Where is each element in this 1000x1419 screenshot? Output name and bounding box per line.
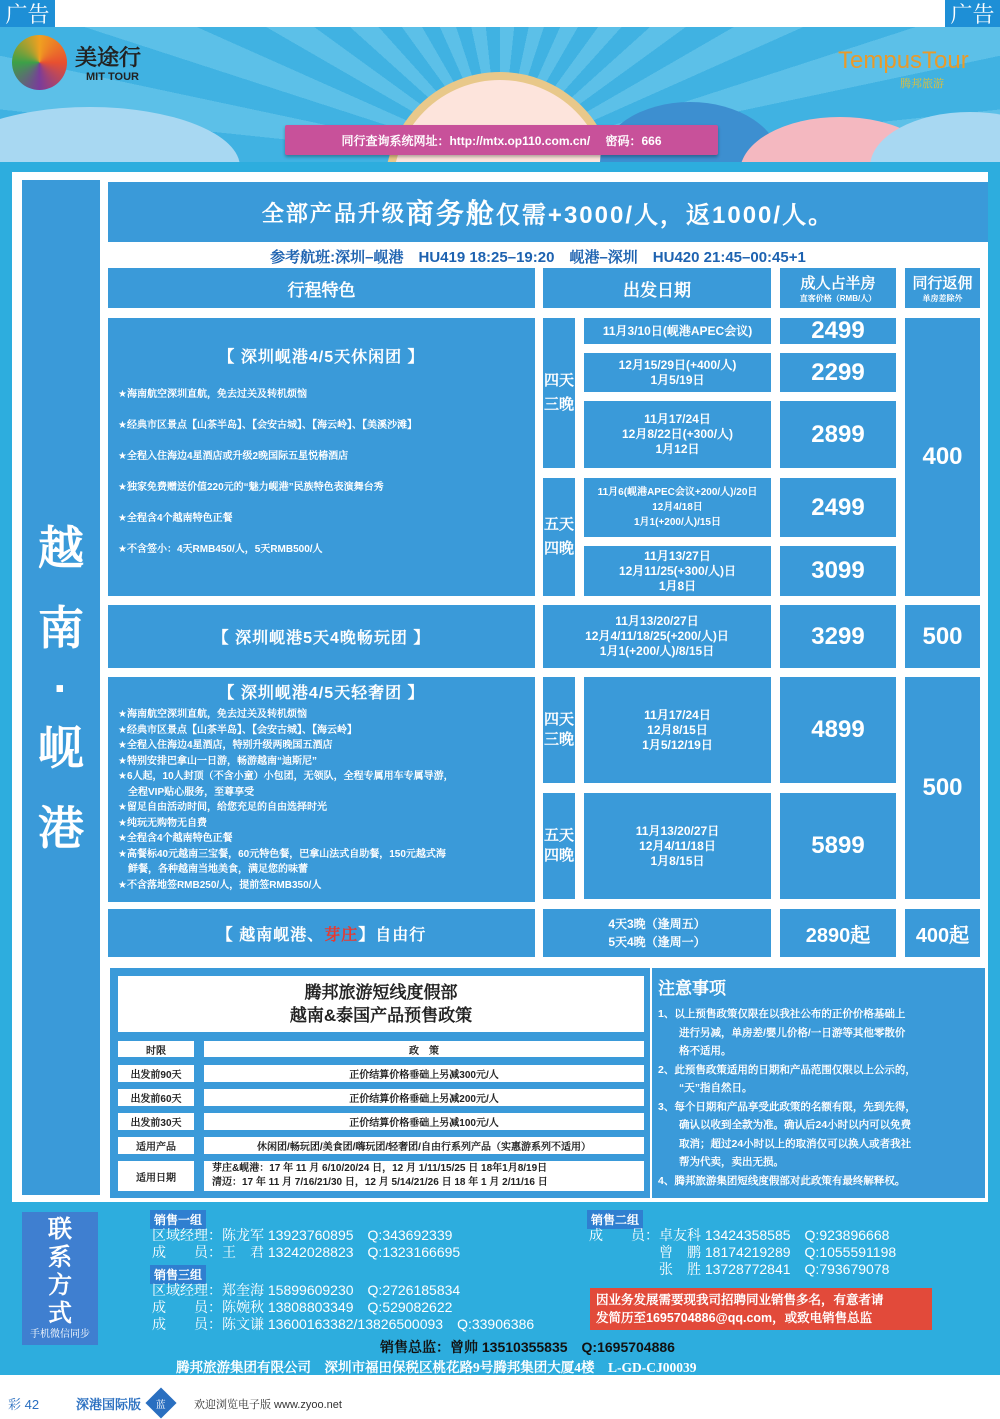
date-line: 12月8/22日(+300/人) xyxy=(621,427,734,441)
note-line: 1、以上预售政策仅限在以我社公布的正价价格基础上 xyxy=(658,1008,906,1020)
contact-char: 联 xyxy=(48,1215,72,1243)
policy-period-cell: 出发前90天 xyxy=(118,1065,194,1082)
date-line: 11月3/10日(岘港APEC会议) xyxy=(602,323,753,338)
leisure-price-cell: 2899 xyxy=(780,401,896,468)
policy-title xyxy=(118,976,644,1032)
feature-item: ★全程含4个越南特色正餐 xyxy=(118,833,233,844)
policy-rule-cell: 休闲团/畅玩团/美食团/嗨玩团/轻奢团/自由行系列产品（实惠游系列不适用） xyxy=(204,1137,644,1154)
feature-item: ★海南航空深圳直航，免去过关及转机烦恼 xyxy=(118,709,307,720)
luxury-tour-title: 【 深圳岘港4/5天轻奢团 】 xyxy=(218,685,425,702)
date-line: 12月15/29日(+400/人) xyxy=(618,357,737,372)
luxury-date-cell xyxy=(584,793,771,899)
luxury-tour-itinerary xyxy=(108,677,535,902)
fun-tour-dates xyxy=(543,605,771,668)
leisure-date-cell xyxy=(584,546,771,596)
group3-label: 销售三组 xyxy=(150,1265,206,1284)
policy-date-label: 适用日期 xyxy=(118,1161,194,1191)
note-line: 进行另减，单房差/婴儿价格/一日游等其他零散价 xyxy=(658,1026,906,1039)
date-line: 1月12日 xyxy=(655,442,700,456)
leisure-tour-title: 【 深圳岘港4/5天休闲团 】 xyxy=(218,349,425,366)
recruit-line: 因业务发展需要现我司招聘同业销售多名，有意者请 xyxy=(596,1293,884,1307)
date-line: 11月6(岘港APEC会议+200/人)/20日 xyxy=(597,487,758,498)
leisure-price-cell: 3099 xyxy=(780,546,896,596)
contact-label xyxy=(22,1212,98,1345)
edition-name: 深港国际版 xyxy=(76,1397,142,1412)
headline-highlight: 商务舱 xyxy=(405,198,496,229)
contact-line: 成 员：陈婉秋 13808803349 Q:529082622 xyxy=(152,1299,453,1315)
leisure-price-cell: 2499 xyxy=(780,478,896,537)
title-char: 越 xyxy=(38,521,84,574)
destination-vertical-title xyxy=(22,180,100,1195)
header-itinerary: 行程特色 xyxy=(108,268,535,308)
free-title-post: 】自由行 xyxy=(358,926,427,944)
leisure-date-cell xyxy=(584,353,771,392)
date-line: 11月13/20/27日 xyxy=(615,614,699,628)
notes-panel xyxy=(652,968,985,1198)
group2-label: 销售二组 xyxy=(587,1210,643,1229)
contact-line: 区域经理：郑奎海 15899609230 Q:2726185834 xyxy=(152,1282,461,1298)
free-title-pre: 【 越南岘港、 xyxy=(216,926,325,944)
leisure-date-cell xyxy=(584,401,771,468)
contact-char: 系 xyxy=(48,1243,72,1271)
contact-char: 式 xyxy=(48,1299,72,1327)
policy-head-period: 时限 xyxy=(118,1041,194,1057)
header-dates: 出发日期 xyxy=(543,268,771,308)
date-line: 12月8/15日 xyxy=(647,722,708,737)
note-line: 3、每个日期和产品享受此政策的名额有限，先到先得， xyxy=(658,1100,916,1113)
feature-item: ★经典市区景点【山茶半岛】、【会安古城】、【海云岭】、【美溪沙滩】 xyxy=(118,420,417,431)
luxury-rebate: 500 xyxy=(905,677,980,899)
mit-tour-logo-en: MIT TOUR xyxy=(86,71,139,83)
group3-contacts xyxy=(152,1282,534,1333)
contact-sub: 手机微信同步 xyxy=(30,1328,90,1340)
date-line: 11月13/20/27日 xyxy=(635,823,720,838)
contact-line: 曾 鹏 18174219289 Q:1055591198 xyxy=(589,1244,897,1260)
feature-item: ★6人起，10人封顶（不含小童）小包团，无领队，全程专属用车专属导游， xyxy=(118,771,454,782)
headline-pre: 全部产品升级 xyxy=(261,200,406,226)
policy-period-cell: 适用产品 xyxy=(118,1137,194,1154)
ad-tag-left: 广告 xyxy=(0,0,55,27)
feature-item: ★高餐标40元越南三宝餐，60元特色餐，巴拿山法式自助餐，150元越式海 xyxy=(118,848,446,860)
policy-title-line2: 越南&泰国产品预售政策 xyxy=(289,1006,473,1025)
leisure-rebate: 400 xyxy=(905,318,980,596)
recruitment-notice xyxy=(590,1288,932,1330)
date-line: 11月13/27日 xyxy=(644,548,711,563)
date-line: 1月1(+200/人)/15日 xyxy=(634,517,721,528)
date-line: 12月4/11/18/25(+200/人)日 xyxy=(585,629,729,643)
leisure-tour-itinerary xyxy=(108,318,535,596)
policy-period-cell: 出发前60天 xyxy=(118,1089,194,1106)
free-travel-rebate: 400起 xyxy=(905,909,980,957)
feature-item: ★特别安排巴拿山一日游，畅游越南“迪斯尼” xyxy=(118,755,317,767)
leisure-date-cell xyxy=(584,478,771,537)
group1-contacts xyxy=(152,1227,460,1261)
title-char: 港 xyxy=(38,801,84,854)
feature-item: ★不含落地签RMB250/人，提前签RMB350/人 xyxy=(118,879,322,891)
leisure-day5-label: 五天四晚 xyxy=(543,478,575,596)
feature-item: ★不含签小：4天RMB450/人，5天RMB500/人 xyxy=(118,544,323,555)
date-line: 11月17/24日 xyxy=(644,707,711,722)
date-line: 1月1(+200/人)/8/15日 xyxy=(599,644,715,658)
edition-badge-icon xyxy=(145,1387,176,1418)
feature-item: ★纯玩无购物无自费 xyxy=(118,817,207,829)
policy-rule-cell: 正价结算价格垂础上另减100元/人 xyxy=(204,1113,644,1130)
note-line: 取消；超过24小时以上的取消仅可以换人或者我社 xyxy=(658,1137,912,1150)
header-rebate xyxy=(905,268,980,308)
note-line: 4、腾邦旅游集团短线度假部对此政策有最终解释权。 xyxy=(658,1174,906,1187)
notes-title: 注意事项 xyxy=(658,979,726,998)
luxury-price-cell: 4899 xyxy=(780,677,896,783)
tempus-tour-logo: TempusTour xyxy=(838,47,969,74)
leisure-price-cell: 2299 xyxy=(780,353,896,392)
feature-item: ★海南航空深圳直航，免去过关及转机烦恼 xyxy=(118,389,307,400)
date-line: 5天4晚（逢周一） xyxy=(608,935,706,949)
policy-head-policy: 政 策 xyxy=(204,1041,644,1057)
luxury-day5-label: 五天四晚 xyxy=(543,793,575,899)
feature-item: 全程VIP贴心服务，至尊享受 xyxy=(118,786,255,798)
feature-item: ★全程入住海边4星酒店，特别升级两晚国五酒店 xyxy=(118,740,333,751)
date-line: 1月5/19日 xyxy=(650,372,705,387)
policy-period-cell: 出发前30天 xyxy=(118,1113,194,1130)
feature-item: ★全程入住海边4星酒店或升级2晚国际五星悦椿酒店 xyxy=(118,451,349,462)
header-price xyxy=(780,268,896,308)
luxury-day4-label: 四天三晚 xyxy=(543,677,575,783)
note-line: 帮为代卖，卖出无损。 xyxy=(658,1156,784,1168)
title-char: · xyxy=(53,661,69,714)
date-line: 4天3晚（逢周五） xyxy=(608,917,706,931)
policy-rule-cell: 正价结算价格垂础上另减200元/人 xyxy=(204,1089,644,1106)
note-line: 确认以收到全款为准。确认后24小时以内可以免费 xyxy=(658,1119,912,1131)
fun-tour-rebate: 500 xyxy=(905,605,980,668)
header-rebate-sub: 单房差除外 xyxy=(922,294,963,303)
title-char: 南 xyxy=(38,601,84,654)
feature-item: ★留足自由活动时间，给您充足的自由选择时光 xyxy=(118,802,327,813)
title-char: 岘 xyxy=(38,721,84,774)
query-system-link[interactable]: 同行查询系统网址：http://mtx.op110.com.cn/ 密码：666 xyxy=(285,125,718,155)
free-title-highlight: 芽庄 xyxy=(324,926,359,944)
fun-tour-title: 【 深圳岘港5天4晚畅玩团 】 xyxy=(108,605,535,668)
note-line: 格不适用。 xyxy=(658,1045,732,1057)
group2-contacts xyxy=(589,1227,896,1278)
ad-tag-right: 广告 xyxy=(945,0,1000,27)
date-line: 12月4/11/18日 xyxy=(639,838,716,853)
feature-item: 鲜餐，各种越南当地美食，满足您的味蕾 xyxy=(118,864,308,875)
feature-item: ★全程含4个越南特色正餐 xyxy=(118,513,233,524)
banner xyxy=(0,27,1000,162)
leisure-day4-label: 四天三晚 xyxy=(543,318,575,468)
sales-director: 销售总监：曾帅 13510355835 Q:1695704886 xyxy=(380,1339,675,1355)
date-line: 11月17/24日 xyxy=(644,412,711,426)
leisure-price-cell: 2499 xyxy=(780,318,896,344)
website-link[interactable]: 欢迎浏览电子版 www.zyoo.net xyxy=(194,1399,342,1411)
contact-line: 成 员：陈文谦 13600163382/13826500093 Q:33906386 xyxy=(152,1316,535,1332)
contact-line: 成 员：卓友科 13424358585 Q:923896668 xyxy=(589,1227,890,1243)
tempus-tour-logo-cn: 腾邦旅游 xyxy=(900,78,944,90)
free-travel-title xyxy=(108,909,535,957)
feature-item: ★独家免费赠送价值220元的“魅力岘港”民族特色表演舞台秀 xyxy=(118,482,384,493)
note-line: 2、此预售政策适用的日期和产品范围仅限以上公示的， xyxy=(658,1063,916,1076)
headline-banner xyxy=(108,182,988,242)
date-line: 1月8/15日 xyxy=(650,853,705,868)
free-travel-dates xyxy=(543,909,771,957)
date-line: 12月4/18日 xyxy=(652,502,703,513)
contact-line: 成 员：王 君 13242028823 Q:1323166695 xyxy=(152,1244,461,1260)
header-price-sub: 直客价格（RMB/人） xyxy=(799,294,877,303)
date-line: 1月5/12/19日 xyxy=(642,737,713,752)
company-address: 腾邦旅游集团有限公司 深圳市福田保税区桃花路9号腾邦集团大厦4楼 L-GD-CJ00039 xyxy=(176,1360,697,1375)
mit-tour-logo: 美途行 xyxy=(75,45,142,70)
policy-date-line: 清迈：17 年 11 月 7/16/21/30 日，12 月 5/14/21/26 日 18 年 1 月 2/11/16 日 xyxy=(212,1177,548,1188)
luxury-date-cell xyxy=(584,677,771,783)
edition-badge: 蓝 xyxy=(156,1399,166,1411)
note-line: “天”指自然日。 xyxy=(658,1082,753,1094)
mit-tour-logo-icon xyxy=(12,35,67,90)
free-travel-price: 2890起 xyxy=(780,909,896,957)
policy-date-line: 芽庄&岘港：17 年 11 月 6/10/20/24 日，12 月 1/11/15/25 日 18年1月8/19日 xyxy=(212,1163,548,1174)
policy-rule-cell: 正价结算价格垂础上另减300元/人 xyxy=(204,1065,644,1082)
luxury-price-cell: 5899 xyxy=(780,793,896,899)
reference-flight: 参考航班:深圳–岘港 HU419 18:25–19:20 岘港–深圳 HU420 21:45–00:45+1 xyxy=(270,249,806,266)
policy-date-cell xyxy=(204,1161,644,1191)
date-line: 1月8日 xyxy=(658,578,697,593)
contact-line: 区域经理：陈龙军 13923760895 Q:343692339 xyxy=(152,1227,453,1243)
headline-post: 仅需+3000/人，返1000/人。 xyxy=(495,201,835,229)
contact-char: 方 xyxy=(48,1271,72,1299)
policy-title-line1: 腾邦旅游短线度假部 xyxy=(304,983,458,1002)
feature-item: ★经典市区景点【山茶半岛】、【会安古城】、【海云岭】 xyxy=(118,724,357,736)
page-number: 彩 42 xyxy=(8,1397,40,1412)
contact-line: 张 胜 13728772841 Q:793679078 xyxy=(589,1261,890,1277)
header-price-label: 成人占半房 xyxy=(800,275,876,292)
header-rebate-label: 同行返佣 xyxy=(912,275,973,292)
leisure-date-cell xyxy=(584,318,771,344)
group1-label: 销售一组 xyxy=(150,1210,206,1229)
date-line: 12月11/25(+300/人)日 xyxy=(618,563,737,578)
recruit-line: 发简历至1695704886@qq.com，或致电销售总监 xyxy=(596,1311,873,1325)
fun-tour-price: 3299 xyxy=(780,605,896,668)
